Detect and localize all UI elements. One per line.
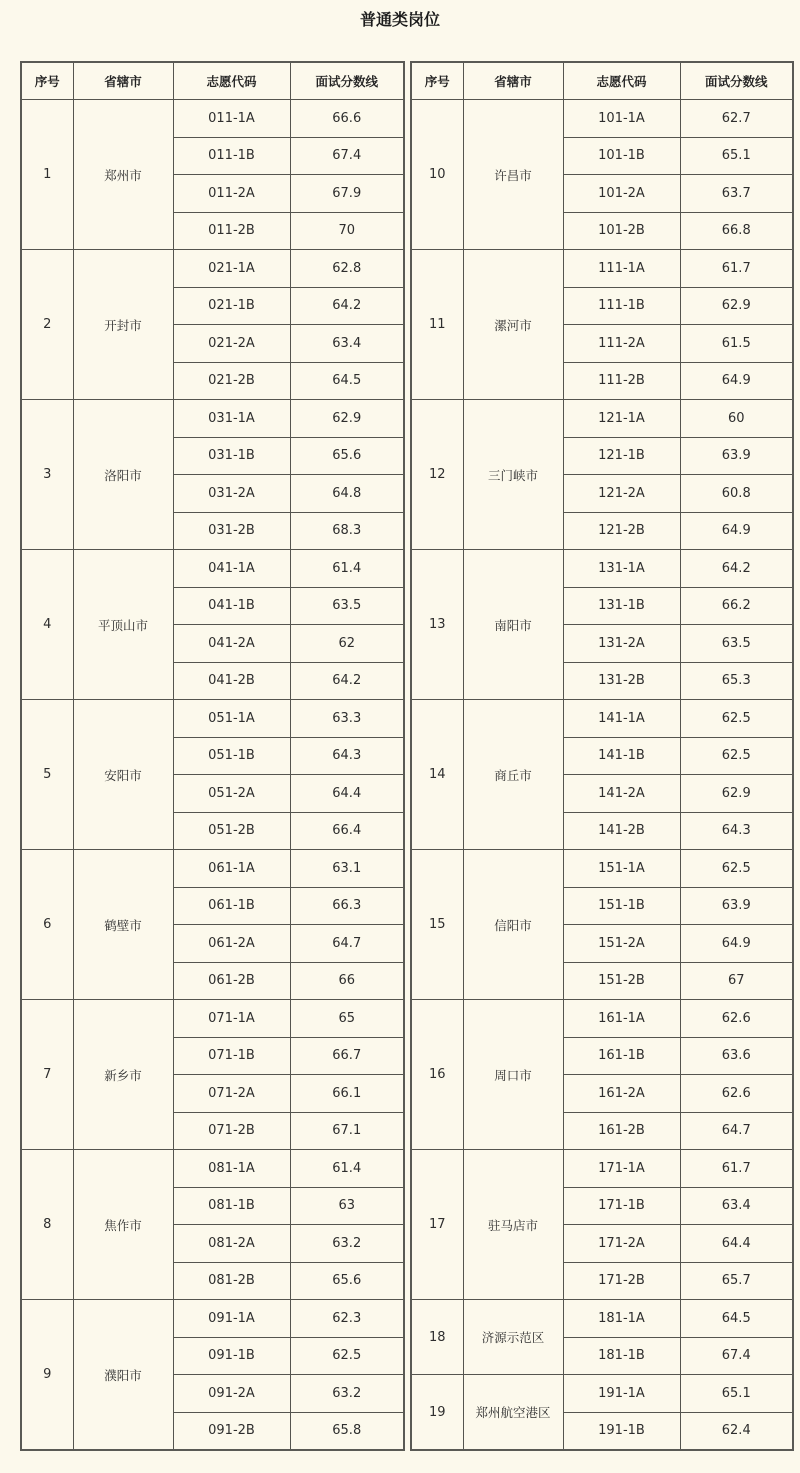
cell-city: 鹤壁市 bbox=[73, 850, 173, 1000]
cell-score: 65.6 bbox=[290, 437, 404, 475]
cell-score: 66.8 bbox=[680, 212, 793, 250]
cell-code: 071-1A bbox=[173, 1000, 290, 1038]
cell-code: 031-1B bbox=[173, 437, 290, 475]
cell-code: 041-2B bbox=[173, 662, 290, 700]
cell-score: 67.4 bbox=[290, 137, 404, 175]
cell-code: 061-2A bbox=[173, 925, 290, 963]
cell-score: 64.8 bbox=[290, 475, 404, 513]
cell-code: 041-2A bbox=[173, 625, 290, 663]
cell-code: 161-1B bbox=[563, 1037, 680, 1075]
cell-city: 济源示范区 bbox=[463, 1300, 563, 1375]
table-header-row bbox=[21, 62, 404, 100]
cell-code: 141-2A bbox=[563, 775, 680, 813]
cell-score: 65.6 bbox=[290, 1262, 404, 1300]
cell-score: 64.9 bbox=[680, 362, 793, 400]
cell-code: 111-2A bbox=[563, 325, 680, 363]
cell-code: 131-2A bbox=[563, 625, 680, 663]
cell-code: 071-1B bbox=[173, 1037, 290, 1075]
cell-score: 61.4 bbox=[290, 1150, 404, 1188]
table-row bbox=[411, 700, 793, 738]
cell-city: 信阳市 bbox=[463, 850, 563, 1000]
cell-score: 63.2 bbox=[290, 1225, 404, 1263]
cell-score: 65 bbox=[290, 1000, 404, 1038]
cell-code: 091-1A bbox=[173, 1300, 290, 1338]
table-row bbox=[411, 400, 793, 438]
cell-no: 16 bbox=[411, 1000, 463, 1150]
score-table-left bbox=[20, 61, 405, 1451]
cell-code: 161-1A bbox=[563, 1000, 680, 1038]
cell-score: 62.4 bbox=[680, 1412, 793, 1450]
cell-score: 63 bbox=[290, 1187, 404, 1225]
cell-city: 商丘市 bbox=[463, 700, 563, 850]
cell-code: 011-1A bbox=[173, 100, 290, 138]
cell-code: 151-1B bbox=[563, 887, 680, 925]
cell-score: 65.3 bbox=[680, 662, 793, 700]
cell-score: 65.1 bbox=[680, 137, 793, 175]
cell-score: 62.6 bbox=[680, 1075, 793, 1113]
cell-code: 121-1A bbox=[563, 400, 680, 438]
cell-city: 洛阳市 bbox=[73, 400, 173, 550]
cell-score: 63.9 bbox=[680, 887, 793, 925]
cell-score: 63.4 bbox=[680, 1187, 793, 1225]
header-score: 面试分数线 bbox=[290, 62, 404, 100]
cell-code: 171-2B bbox=[563, 1262, 680, 1300]
cell-code: 151-1A bbox=[563, 850, 680, 888]
cell-city: 南阳市 bbox=[463, 550, 563, 700]
cell-code: 051-2B bbox=[173, 812, 290, 850]
cell-no: 11 bbox=[411, 250, 463, 400]
cell-code: 121-2A bbox=[563, 475, 680, 513]
header-city: 省辖市 bbox=[73, 62, 173, 100]
table-row bbox=[21, 1000, 404, 1038]
table-row bbox=[21, 400, 404, 438]
cell-score: 62.5 bbox=[680, 700, 793, 738]
table-row bbox=[21, 850, 404, 888]
cell-code: 091-1B bbox=[173, 1337, 290, 1375]
cell-score: 64.5 bbox=[290, 362, 404, 400]
cell-score: 65.8 bbox=[290, 1412, 404, 1450]
cell-score: 67.9 bbox=[290, 175, 404, 213]
cell-score: 64.9 bbox=[680, 925, 793, 963]
cell-no: 10 bbox=[411, 100, 463, 250]
cell-score: 67 bbox=[680, 962, 793, 1000]
cell-city: 平顶山市 bbox=[73, 550, 173, 700]
cell-score: 62.6 bbox=[680, 1000, 793, 1038]
cell-score: 62.5 bbox=[680, 850, 793, 888]
table-row bbox=[411, 850, 793, 888]
table-row bbox=[411, 1000, 793, 1038]
cell-score: 66.1 bbox=[290, 1075, 404, 1113]
cell-city: 三门峡市 bbox=[463, 400, 563, 550]
table-body-right bbox=[411, 100, 793, 1451]
cell-score: 64.7 bbox=[290, 925, 404, 963]
table-row bbox=[411, 1375, 793, 1413]
cell-score: 64.3 bbox=[680, 812, 793, 850]
cell-score: 66.6 bbox=[290, 100, 404, 138]
header-code: 志愿代码 bbox=[563, 62, 680, 100]
cell-score: 62.9 bbox=[680, 287, 793, 325]
cell-code: 111-2B bbox=[563, 362, 680, 400]
cell-code: 081-1A bbox=[173, 1150, 290, 1188]
cell-score: 62.5 bbox=[290, 1337, 404, 1375]
cell-city: 周口市 bbox=[463, 1000, 563, 1150]
cell-no: 6 bbox=[21, 850, 73, 1000]
cell-score: 65.7 bbox=[680, 1262, 793, 1300]
cell-code: 011-1B bbox=[173, 137, 290, 175]
header-score: 面试分数线 bbox=[680, 62, 793, 100]
cell-code: 121-2B bbox=[563, 512, 680, 550]
cell-score: 64.9 bbox=[680, 512, 793, 550]
cell-code: 021-2B bbox=[173, 362, 290, 400]
cell-code: 161-2A bbox=[563, 1075, 680, 1113]
cell-code: 111-1A bbox=[563, 250, 680, 288]
cell-code: 071-2B bbox=[173, 1112, 290, 1150]
cell-score: 66.7 bbox=[290, 1037, 404, 1075]
cell-score: 63.2 bbox=[290, 1375, 404, 1413]
cell-code: 171-1B bbox=[563, 1187, 680, 1225]
cell-score: 64.4 bbox=[680, 1225, 793, 1263]
cell-city: 驻马店市 bbox=[463, 1150, 563, 1300]
cell-no: 15 bbox=[411, 850, 463, 1000]
cell-city: 许昌市 bbox=[463, 100, 563, 250]
cell-code: 171-2A bbox=[563, 1225, 680, 1263]
cell-score: 64.2 bbox=[680, 550, 793, 588]
cell-city: 郑州市 bbox=[73, 100, 173, 250]
cell-code: 031-1A bbox=[173, 400, 290, 438]
cell-score: 63.6 bbox=[680, 1037, 793, 1075]
table-row bbox=[21, 550, 404, 588]
cell-code: 061-2B bbox=[173, 962, 290, 1000]
cell-score: 62.3 bbox=[290, 1300, 404, 1338]
cell-code: 191-1B bbox=[563, 1412, 680, 1450]
cell-code: 051-1A bbox=[173, 700, 290, 738]
cell-no: 8 bbox=[21, 1150, 73, 1300]
cell-score: 61.4 bbox=[290, 550, 404, 588]
cell-code: 061-1A bbox=[173, 850, 290, 888]
cell-code: 071-2A bbox=[173, 1075, 290, 1113]
cell-score: 62.9 bbox=[680, 775, 793, 813]
cell-code: 101-1B bbox=[563, 137, 680, 175]
cell-code: 011-2B bbox=[173, 212, 290, 250]
cell-code: 091-2B bbox=[173, 1412, 290, 1450]
cell-no: 14 bbox=[411, 700, 463, 850]
cell-no: 18 bbox=[411, 1300, 463, 1375]
cell-no: 7 bbox=[21, 1000, 73, 1150]
table-row bbox=[411, 550, 793, 588]
header-no: 序号 bbox=[411, 62, 463, 100]
cell-score: 68.3 bbox=[290, 512, 404, 550]
table-body-left bbox=[21, 100, 404, 1451]
cell-score: 67.1 bbox=[290, 1112, 404, 1150]
cell-score: 64.5 bbox=[680, 1300, 793, 1338]
cell-code: 121-1B bbox=[563, 437, 680, 475]
cell-score: 61.7 bbox=[680, 1150, 793, 1188]
header-code: 志愿代码 bbox=[173, 62, 290, 100]
cell-code: 131-1A bbox=[563, 550, 680, 588]
cell-code: 091-2A bbox=[173, 1375, 290, 1413]
cell-score: 61.5 bbox=[680, 325, 793, 363]
cell-no: 19 bbox=[411, 1375, 463, 1451]
cell-code: 141-1A bbox=[563, 700, 680, 738]
cell-score: 66.4 bbox=[290, 812, 404, 850]
cell-score: 67.4 bbox=[680, 1337, 793, 1375]
header-no: 序号 bbox=[21, 62, 73, 100]
cell-score: 62.5 bbox=[680, 737, 793, 775]
cell-no: 2 bbox=[21, 250, 73, 400]
cell-score: 64.4 bbox=[290, 775, 404, 813]
cell-code: 131-1B bbox=[563, 587, 680, 625]
cell-score: 62 bbox=[290, 625, 404, 663]
cell-code: 031-2B bbox=[173, 512, 290, 550]
cell-score: 66.2 bbox=[680, 587, 793, 625]
cell-no: 9 bbox=[21, 1300, 73, 1451]
cell-code: 181-1A bbox=[563, 1300, 680, 1338]
cell-score: 64.7 bbox=[680, 1112, 793, 1150]
cell-no: 17 bbox=[411, 1150, 463, 1300]
cell-score: 60.8 bbox=[680, 475, 793, 513]
cell-score: 62.8 bbox=[290, 250, 404, 288]
cell-score: 70 bbox=[290, 212, 404, 250]
cell-score: 63.1 bbox=[290, 850, 404, 888]
cell-score: 63.5 bbox=[680, 625, 793, 663]
header-city: 省辖市 bbox=[463, 62, 563, 100]
cell-code: 051-2A bbox=[173, 775, 290, 813]
cell-city: 漯河市 bbox=[463, 250, 563, 400]
table-header-row bbox=[411, 62, 793, 100]
table-row bbox=[411, 1300, 793, 1338]
cell-code: 141-1B bbox=[563, 737, 680, 775]
cell-score: 63.7 bbox=[680, 175, 793, 213]
cell-no: 4 bbox=[21, 550, 73, 700]
cell-score: 60 bbox=[680, 400, 793, 438]
cell-code: 021-2A bbox=[173, 325, 290, 363]
cell-score: 62.7 bbox=[680, 100, 793, 138]
cell-city: 濮阳市 bbox=[73, 1300, 173, 1451]
cell-code: 151-2A bbox=[563, 925, 680, 963]
cell-code: 041-1A bbox=[173, 550, 290, 588]
cell-code: 101-2B bbox=[563, 212, 680, 250]
cell-code: 101-1A bbox=[563, 100, 680, 138]
table-row bbox=[21, 250, 404, 288]
cell-no: 12 bbox=[411, 400, 463, 550]
table-row bbox=[21, 100, 404, 138]
cell-score: 66.3 bbox=[290, 887, 404, 925]
cell-code: 061-1B bbox=[173, 887, 290, 925]
cell-score: 63.5 bbox=[290, 587, 404, 625]
cell-code: 051-1B bbox=[173, 737, 290, 775]
cell-score: 62.9 bbox=[290, 400, 404, 438]
page-title: 普通类岗位 bbox=[359, 10, 440, 29]
cell-code: 161-2B bbox=[563, 1112, 680, 1150]
cell-code: 171-1A bbox=[563, 1150, 680, 1188]
cell-score: 63.3 bbox=[290, 700, 404, 738]
cell-no: 1 bbox=[21, 100, 73, 250]
cell-code: 031-2A bbox=[173, 475, 290, 513]
cell-code: 011-2A bbox=[173, 175, 290, 213]
cell-city: 焦作市 bbox=[73, 1150, 173, 1300]
cell-score: 64.3 bbox=[290, 737, 404, 775]
table-row bbox=[411, 100, 793, 138]
cell-code: 191-1A bbox=[563, 1375, 680, 1413]
cell-city: 安阳市 bbox=[73, 700, 173, 850]
cell-code: 041-1B bbox=[173, 587, 290, 625]
cell-code: 111-1B bbox=[563, 287, 680, 325]
cell-city: 新乡市 bbox=[73, 1000, 173, 1150]
table-row bbox=[21, 1300, 404, 1338]
cell-score: 63.9 bbox=[680, 437, 793, 475]
cell-score: 64.2 bbox=[290, 287, 404, 325]
cell-no: 3 bbox=[21, 400, 73, 550]
cell-score: 65.1 bbox=[680, 1375, 793, 1413]
cell-code: 081-2A bbox=[173, 1225, 290, 1263]
cell-city: 开封市 bbox=[73, 250, 173, 400]
cell-code: 181-1B bbox=[563, 1337, 680, 1375]
cell-no: 5 bbox=[21, 700, 73, 850]
cell-city: 郑州航空港区 bbox=[463, 1375, 563, 1451]
cell-code: 021-1A bbox=[173, 250, 290, 288]
cell-score: 64.2 bbox=[290, 662, 404, 700]
cell-score: 66 bbox=[290, 962, 404, 1000]
table-row bbox=[21, 1150, 404, 1188]
cell-no: 13 bbox=[411, 550, 463, 700]
cell-code: 081-1B bbox=[173, 1187, 290, 1225]
cell-score: 61.7 bbox=[680, 250, 793, 288]
cell-code: 021-1B bbox=[173, 287, 290, 325]
cell-code: 081-2B bbox=[173, 1262, 290, 1300]
table-row bbox=[21, 700, 404, 738]
cell-code: 101-2A bbox=[563, 175, 680, 213]
table-row bbox=[411, 1150, 793, 1188]
cell-code: 151-2B bbox=[563, 962, 680, 1000]
table-row bbox=[411, 250, 793, 288]
cell-code: 141-2B bbox=[563, 812, 680, 850]
score-table-right bbox=[410, 61, 794, 1451]
cell-code: 131-2B bbox=[563, 662, 680, 700]
cell-score: 63.4 bbox=[290, 325, 404, 363]
